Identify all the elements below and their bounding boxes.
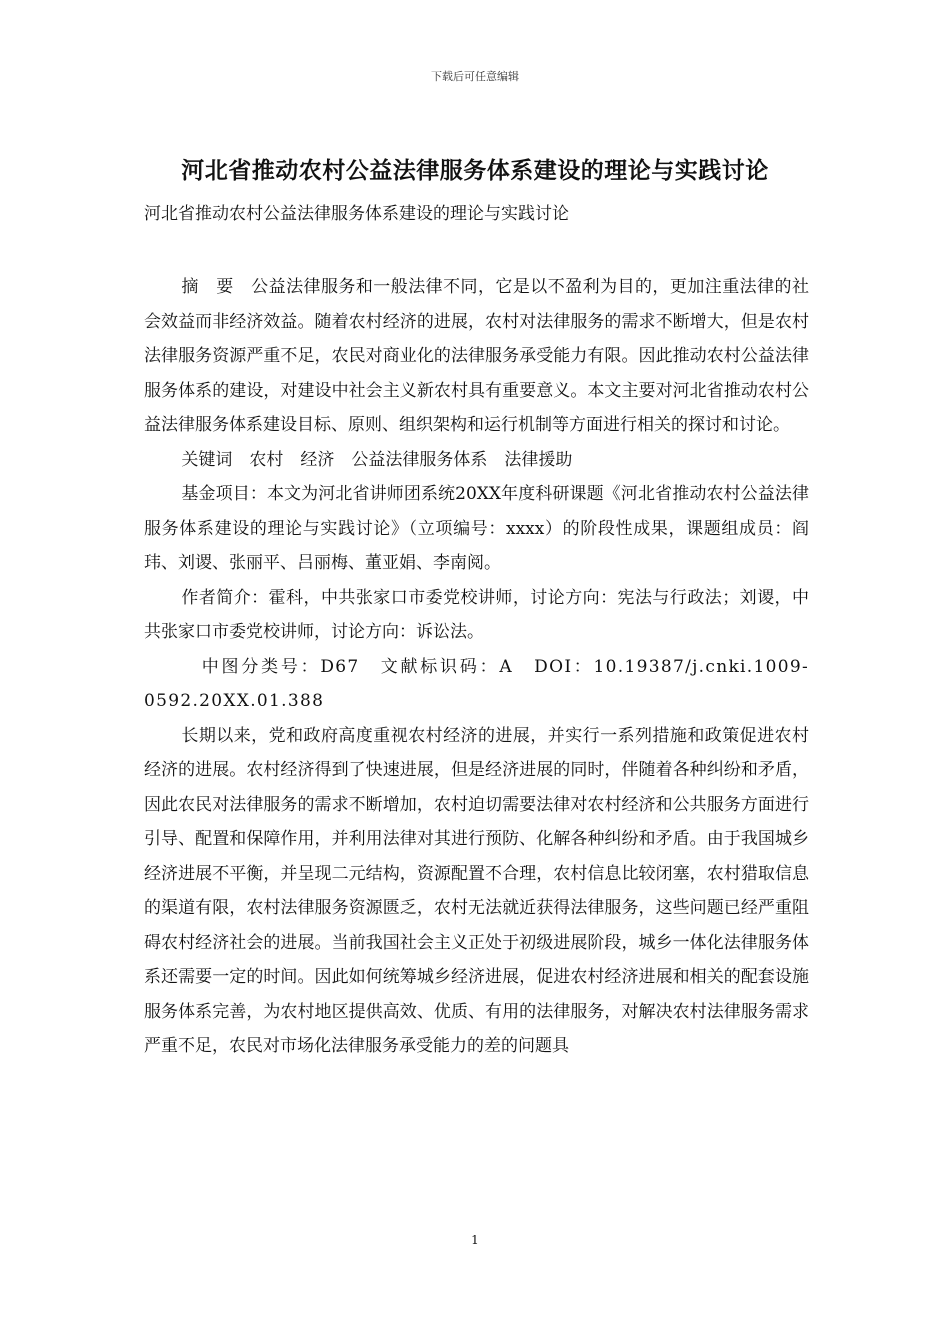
fund-paragraph: 基金项目：本文为河北省讲师团系统20XX年度科研课题《河北省推动农村公益法律服务体系建设的理论与实践讨论》（立项编号：xxxx）的阶段性成果，课题组成员：阎玮、刘谡、张丽平、吕丽梅、董亚娟、李南阅。: [144, 484, 809, 573]
body-paragraph: 长期以来，党和政府高度重视农村经济的进展，并实行一系列措施和政策促进农村经济的进展。农村经济得到了快速进展，但是经济进展的同时，伴随着各种纠纷和矛盾，因此农民对法律服务的需求不断增加，农村迫切需要法律对农村经济和公共服务方面进行引导、配置和保障作用，并利用法律对其进行预防、化解各种纠纷和矛盾。由于我国城乡经济进展不平衡，并呈现二元结构，资源配置不合理，农村信息比较闭塞，农村猎取信息的渠道有限，农村法律服务资源匮乏，农村无法就近获得法律服务，这些问题已经严重阻碍农村经济社会的进展。当前我国社会主义正处于初级进展阶段，城乡一体化法律服务体系还需要一定的时间。因此如何统筹城乡经济进展，促进农村经济进展和相关的配套设施服务体系完善，为农村地区提供高效、优质、有用的法律服务，对解决农村法律服务需求严重不足，农民对市场化法律服务承受能力的差的问题具: [144, 725, 809, 1056]
abstract-paragraph: 摘 要 公益法律服务和一般法律不同，它是以不盈利为目的，更加注重法律的社会效益而非经济效益。随着农村经济的进展，农村对法律服务的需求不断增大，但是农村法律服务资源严重不足，农民对商业化的法律服务承受能力有限。因此推动农村公益法律服务体系的建设，对建设中社会主义新农村具有重要意义。本文主要对河北省推动农村公益法律服务体系建设目标、原则、组织架构和运行机制等方面进行相关的探讨和讨论。: [144, 277, 809, 435]
keywords-paragraph: 关键词 农村 经济 公益法律服务体系 法律援助: [181, 449, 573, 470]
document-title: 河北省推动农村公益法律服务体系建设的理论与实践讨论: [181, 157, 769, 184]
authors-paragraph: 作者简介：霍科，中共张家口市委党校讲师，讨论方向：宪法与行政法；刘谡，中共张家口市委党校讲师，讨论方向：诉讼法。: [144, 587, 809, 642]
classification-paragraph: 中图分类号：D67 文献标识码：A DOI：10.19387/j.cnki.1009-0592.20XX.01.388: [144, 656, 809, 711]
document-body: [144, 270, 809, 1064]
document-subtitle: 河北省推动农村公益法律服务体系建设的理论与实践讨论: [144, 204, 569, 224]
header-note: 下载后可任意编辑: [431, 70, 519, 83]
page-number: 1: [471, 1233, 479, 1247]
